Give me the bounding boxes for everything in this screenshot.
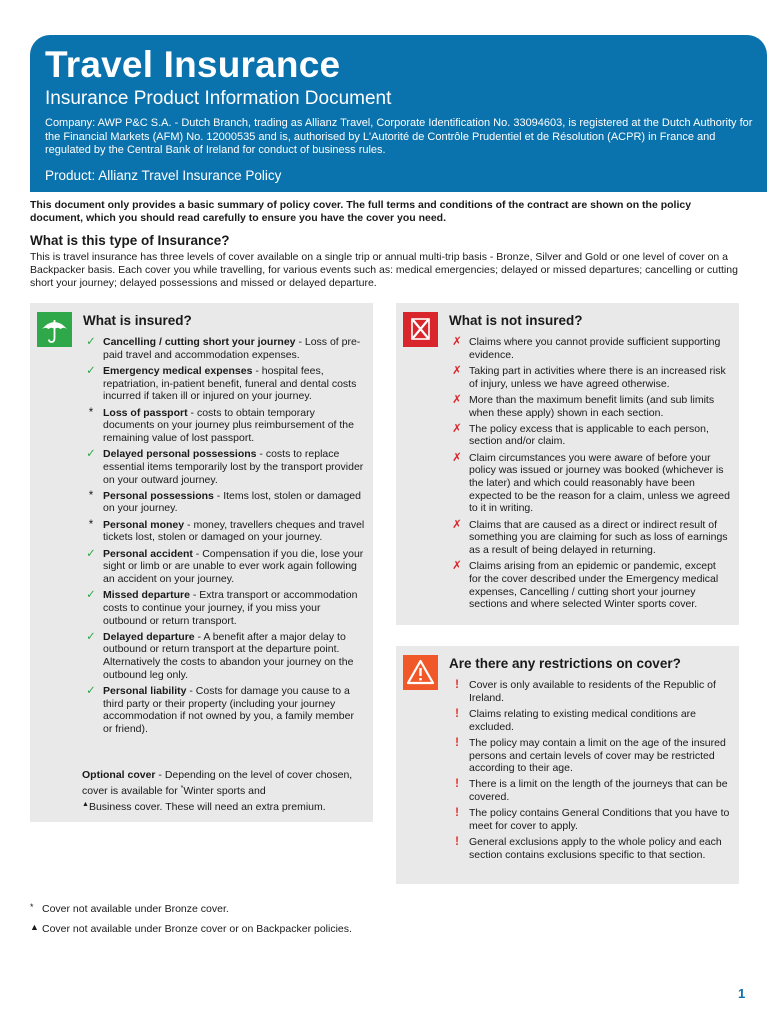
insured-list	[80, 336, 365, 739]
list-item: ✓ Missed departure - Extra transport or accommodation costs to continue your journey, if you miss your outbound or return transport.	[80, 589, 365, 627]
restrictions-panel	[396, 646, 739, 884]
list-item: ! The policy may contain a limit on the age of the insured persons and certain levels of cover may be restricted according to their age.	[446, 737, 731, 775]
tick-icon: ✓	[86, 589, 96, 602]
not-insured-title: What is not insured?	[449, 313, 583, 328]
summary-disclaimer: This document only provides a basic summary of policy cover. The full terms and conditions of the contract are shown on the policy document, which you should read carefully to ensure you have the cover you need.	[30, 199, 692, 224]
umbrella-icon	[37, 312, 72, 347]
cross-icon: ✗	[452, 336, 462, 348]
document-subtitle: Insurance Product Information Document	[45, 88, 392, 109]
tick-icon: ✓	[86, 630, 96, 643]
tick-icon: ✓	[86, 685, 96, 698]
footnote: * Cover not available under Bronze cover.	[30, 902, 229, 915]
product-name: Product: Allianz Travel Insurance Policy	[45, 167, 282, 183]
list-item: ! General exclusions apply to the whole policy and each section contains exclusions specific to that section.	[446, 836, 731, 861]
asterisk-icon: *	[88, 518, 94, 531]
footnotes	[30, 898, 352, 938]
asterisk-icon: *	[88, 406, 94, 419]
insured-title: What is insured?	[83, 313, 192, 328]
tick-icon: ✓	[86, 336, 96, 348]
exclamation-icon: !	[455, 807, 459, 820]
list-item: ✗ More than the maximum benefit limits (and sub limits when these apply) shown in each section.	[446, 394, 731, 419]
list-item: ✓ Emergency medical expenses - hospital fees, repatriation, in-patient benefit, funeral and dental costs incurred if taken ill or injured on your journey.	[80, 365, 365, 403]
list-item: ! Claims relating to existing medical conditions are excluded.	[446, 708, 731, 733]
page-number: 1	[738, 986, 746, 1001]
header-banner	[30, 35, 767, 192]
document-title: Travel Insurance	[45, 44, 341, 85]
tick-icon: ✓	[86, 364, 96, 377]
list-item: ✓ Personal liability - Costs for damage you cause to a third party or their property (including your journey accommodation if not owned by you, a family member or friend).	[80, 685, 365, 736]
list-item: ! There is a limit on the length of the journeys that can be covered.	[446, 778, 731, 803]
list-item: ✗ The policy excess that is applicable to each person, section and/or claim.	[446, 423, 731, 448]
exclamation-icon: !	[455, 679, 459, 691]
warning-icon	[403, 655, 438, 690]
tick-icon: ✓	[86, 547, 96, 560]
exclamation-icon: !	[455, 736, 459, 749]
not-insured-list	[446, 336, 731, 615]
cross-icon: ✗	[452, 518, 462, 531]
tick-icon: ✓	[86, 448, 96, 461]
insurance-type-text: This is travel insurance has three levels of cover available on a single trip or annual multi-trip basis - Bronze, Silver and Gold or one level of cover on a Backpacker basis. Each cover you while travelling, for various events such as: medical emergencies; delayed or missed departures; cancelling or cutting short your journey; delayed possessions and missed or delayed departure.	[30, 251, 738, 289]
optional-cover-note: Optional cover - Depending on the level of cover chosen, cover is available for *Winter sports and ▲Business cover. These will need an extra premium.	[82, 769, 353, 813]
list-item: * Loss of passport - costs to obtain temporary documents on your journey plus reimbursement of the remaining value of lost passport.	[80, 407, 365, 445]
cross-box-icon	[403, 312, 438, 347]
cross-icon: ✗	[452, 422, 462, 435]
list-item: * Personal money - money, travellers cheques and travel tickets lost, stolen or damaged on your journey.	[80, 519, 365, 544]
cross-icon: ✗	[452, 560, 462, 573]
company-info: Company: AWP P&C S.A. - Dutch Branch, trading as Allianz Travel, Corporate Identification No. 33094603, is registered at the Dutch Authority for the Financial Markets (AFM) No. 12000535 and is, authorised by L'Autorité de Contrôle Prudentiel et de Résolution (ACPR) in France and regulated by the Central Bank of Ireland for conduct of business rules.	[45, 117, 753, 156]
footnote: ▲ Cover not available under Bronze cover or on Backpacker policies.	[30, 922, 352, 935]
list-item: ✗ Claims where you cannot provide sufficient supporting evidence.	[446, 336, 731, 361]
list-item: ! Cover is only available to residents of the Republic of Ireland.	[446, 679, 731, 704]
cross-icon: ✗	[452, 451, 462, 464]
cross-icon: ✗	[452, 364, 462, 377]
not-insured-panel	[396, 303, 739, 625]
list-item: ✗ Claims that are caused as a direct or indirect result of something you are claiming for such as loss of earnings as a result of being delayed in returning.	[446, 519, 731, 557]
list-item: ✓ Cancelling / cutting short your journey - Loss of pre-paid travel and accommodation expenses.	[80, 336, 365, 361]
list-item: ✓ Delayed departure - A benefit after a major delay to outbound or return transport at the departure point. Alternatively the costs to abandon your journey on the outbound leg only.	[80, 631, 365, 682]
insured-panel	[30, 303, 373, 822]
list-item: ✗ Claim circumstances you were aware of before your policy was issued or journey was booked (whichever is the later) and which could reasonably have been expected to be the reason for a claim, unless we agreed to it in writing.	[446, 452, 731, 516]
cross-icon: ✗	[452, 393, 462, 406]
exclamation-icon: !	[455, 836, 459, 849]
asterisk-icon: *	[88, 489, 94, 502]
list-item: ✓ Delayed personal possessions - costs to replace essential items temporarily lost by the transport provider on your outward journey.	[80, 448, 365, 486]
list-item: ✗ Claims arising from an epidemic or pandemic, except for the cover described under the Emergency medical expenses, Cancelling / cutting short your journey sections and where selected Winter sports cover.	[446, 560, 731, 611]
exclamation-icon: !	[455, 778, 459, 791]
restrictions-list	[446, 679, 731, 865]
list-item: ! The policy contains General Conditions that you have to meet for cover to apply.	[446, 807, 731, 832]
list-item: * Personal possessions - Items lost, stolen or damaged on your journey.	[80, 490, 365, 515]
list-item: ✗ Taking part in activities where there is an increased risk of injury, unless we have agreed otherwise.	[446, 365, 731, 390]
restrictions-title: Are there any restrictions on cover?	[449, 656, 681, 671]
exclamation-icon: !	[455, 707, 459, 720]
insurance-type-heading: What is this type of Insurance?	[30, 233, 230, 248]
list-item: ✓ Personal accident - Compensation if you die, lose your sight or limb or are unable to ever work again following an accident on your journey.	[80, 548, 365, 586]
